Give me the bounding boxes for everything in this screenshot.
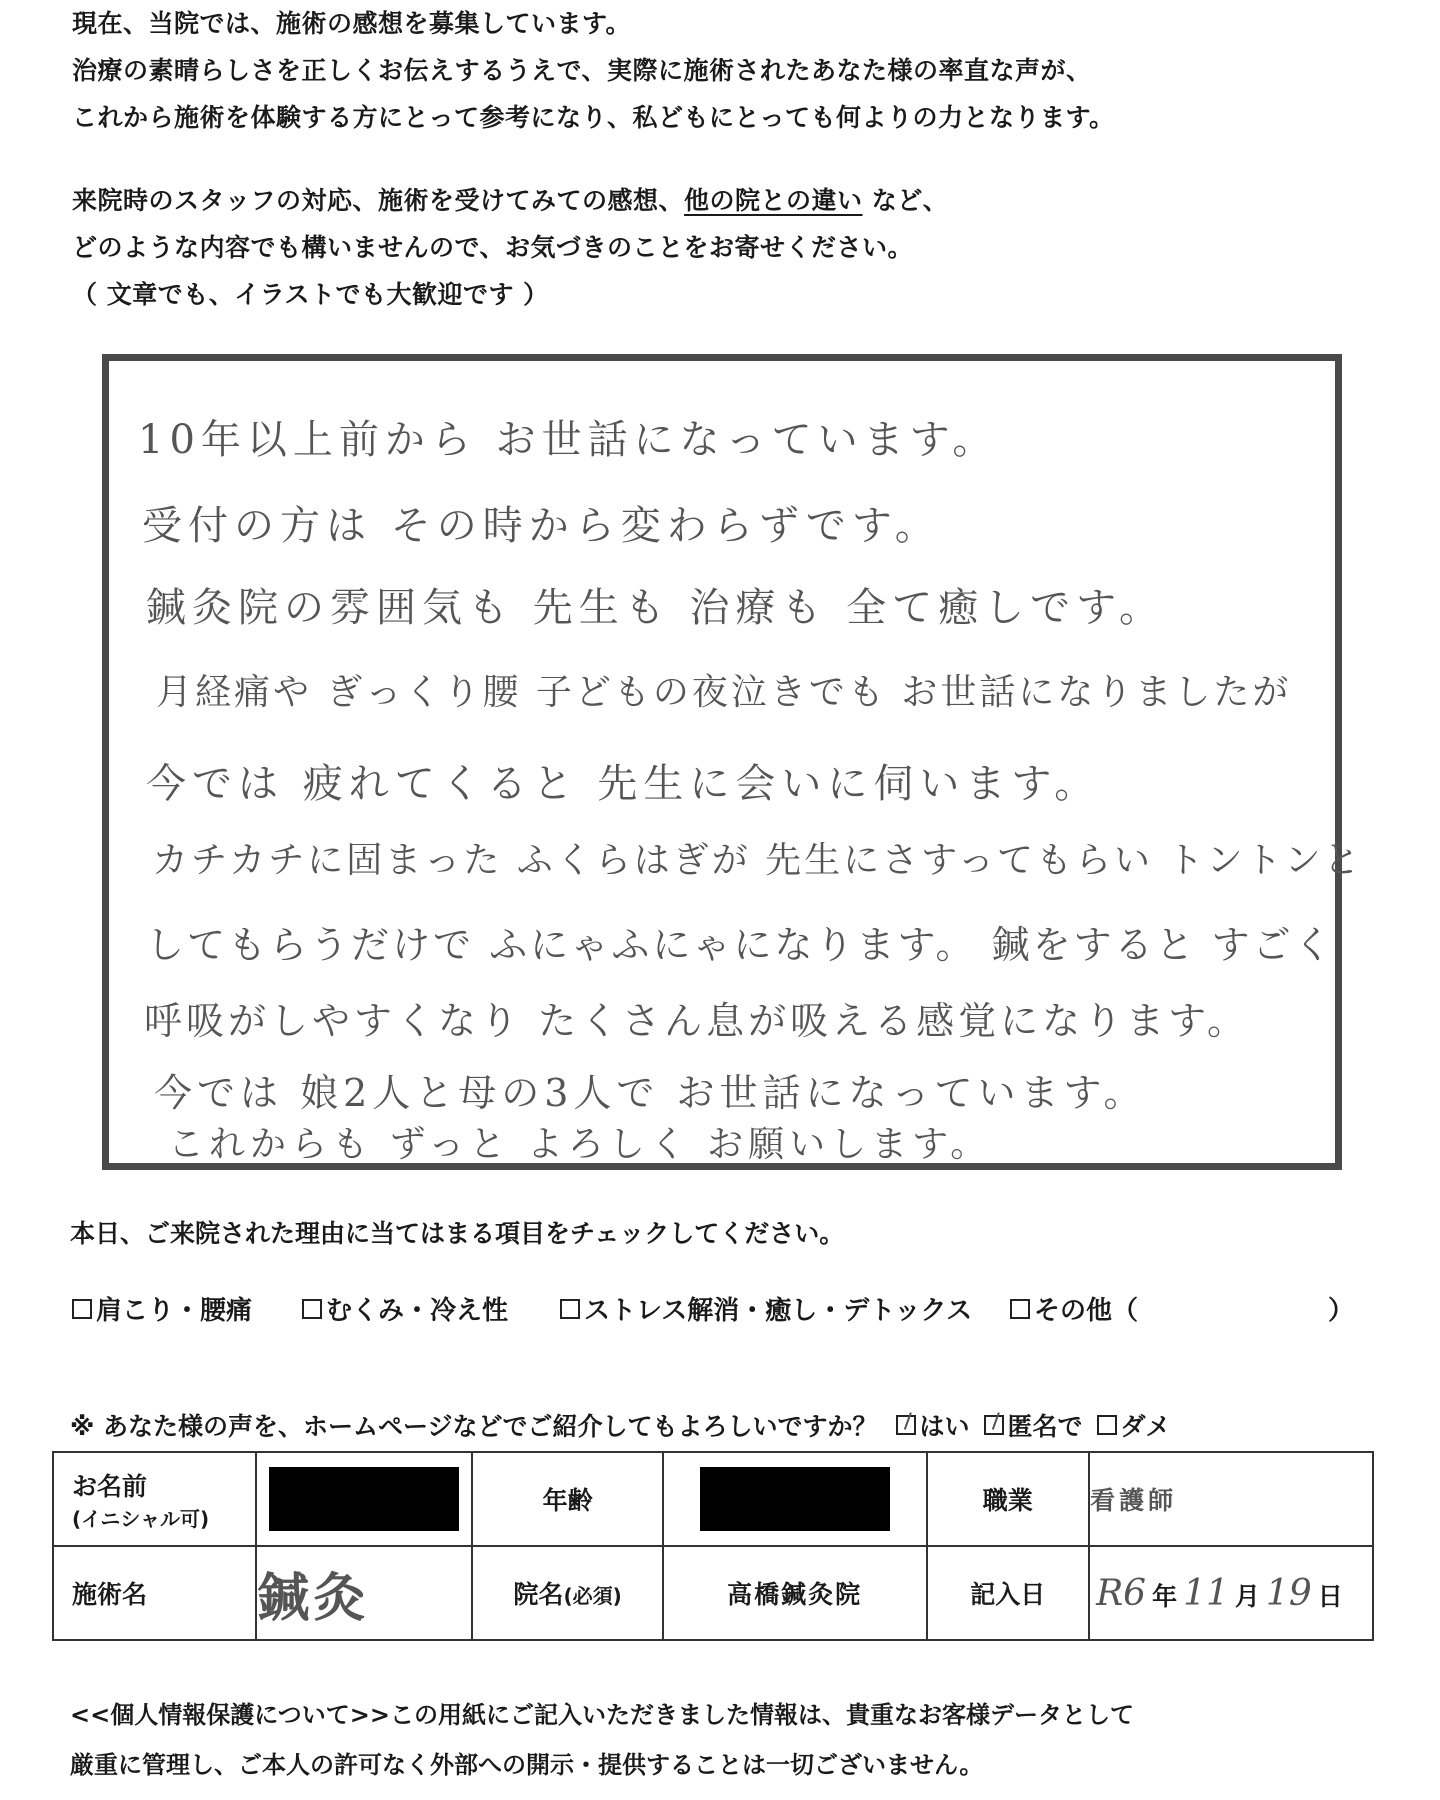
underlined-phrase: 他の院との違い xyxy=(684,186,863,215)
intro-line-part: など、 xyxy=(862,186,949,215)
intro-line-part: 来院時のスタッフの対応、施術を受けてみての感想、 xyxy=(72,186,685,215)
checkbox-icon[interactable] xyxy=(72,1299,92,1319)
date-label: 記入日 xyxy=(927,1546,1090,1640)
checkbox-checked-icon[interactable] xyxy=(984,1415,1004,1435)
intro-text xyxy=(72,0,1392,318)
date-month-unit: 月 xyxy=(1234,1581,1260,1611)
privacy-notice xyxy=(70,1690,1134,1790)
consent-option-label: ダメ xyxy=(1120,1412,1171,1441)
age-label: 年齢 xyxy=(472,1452,662,1546)
clinic-required-label: (必須) xyxy=(563,1584,622,1608)
table-row xyxy=(53,1546,1373,1640)
reason-option-shoulder[interactable] xyxy=(72,1290,252,1327)
name-label-cell xyxy=(53,1452,256,1546)
intro-line: 治療の素晴らしさを正しくお伝えするうえで、実際に施術されたあなた様の率直な声が、 xyxy=(72,56,1092,85)
date-day-unit: 日 xyxy=(1317,1581,1343,1611)
name-field[interactable] xyxy=(256,1452,472,1546)
age-field[interactable] xyxy=(663,1452,927,1546)
name-label: お名前 xyxy=(72,1471,148,1501)
reason-option-label: 肩こり・腰痛 xyxy=(96,1296,253,1326)
reason-question: 本日、ご来院された理由に当てはまる項目をチェックしてください。 xyxy=(70,1219,845,1248)
other-close-paren: ） xyxy=(1328,1296,1355,1326)
date-field[interactable] xyxy=(1089,1546,1373,1640)
treatment-field[interactable]: 鍼灸 xyxy=(256,1546,472,1640)
handwritten-line: 今では 疲れてくると 先生に会いに伺います。 xyxy=(146,761,1101,807)
intro-line xyxy=(72,177,1392,224)
date-day: 19 xyxy=(1265,1572,1312,1614)
handwritten-line: 鍼灸院の雰囲気も 先生も 治療も 全て癒しです。 xyxy=(146,585,1165,631)
intro-line: これから施術を体験する方にとって参考になり、私どもにとっても何よりの力となります。 xyxy=(72,103,1115,132)
checkbox-icon[interactable] xyxy=(302,1299,322,1319)
handwritten-line: カチカチに固まった ふくらはぎが 先生にさすってもらい トントンと xyxy=(152,840,1363,881)
clinic-label: 院名 xyxy=(513,1580,564,1609)
privacy-line: 厳重に管理し、ご本人の許可なく外部への開示・提供することは一切ございません。 xyxy=(70,1751,984,1779)
consent-option-label: 匿名で xyxy=(1007,1412,1083,1441)
date-year-unit: 年 xyxy=(1152,1581,1178,1611)
redaction-block xyxy=(269,1467,459,1531)
handwritten-line: 月経痛や ぎっくり腰 子どもの夜泣きでも お世話になりましたが xyxy=(156,672,1292,713)
table-row xyxy=(53,1452,1373,1546)
reason-option-stress[interactable] xyxy=(560,1290,972,1327)
handwritten-line: これからも ずっと よろしく お願いします。 xyxy=(168,1124,992,1165)
handwritten-line: 受付の方は その時から変わらずです。 xyxy=(142,503,941,549)
redaction-block xyxy=(700,1467,890,1531)
reason-option-other[interactable] xyxy=(1010,1290,1138,1327)
privacy-line: <<個人情報保護について>>この用紙にご記入いただきました情報は、貴重なお客様データとして xyxy=(70,1701,1134,1729)
consent-option-no[interactable] xyxy=(1097,1407,1171,1443)
checkbox-icon[interactable] xyxy=(1097,1415,1117,1435)
date-month: 11 xyxy=(1183,1572,1229,1614)
consent-option-yes[interactable] xyxy=(896,1407,970,1443)
date-era: R6 xyxy=(1096,1572,1147,1614)
clinic-label-cell xyxy=(472,1546,662,1640)
treatment-label: 施術名 xyxy=(53,1546,256,1640)
info-table xyxy=(52,1451,1374,1641)
intro-line: 現在、当院では、施術の感想を募集しています。 xyxy=(72,9,632,38)
handwritten-line: 今では 娘2人と母の3人で お世話になっています。 xyxy=(154,1071,1147,1115)
clinic-field[interactable]: 高橋鍼灸院 xyxy=(663,1546,927,1640)
consent-option-anonymous[interactable] xyxy=(984,1407,1083,1443)
reason-option-swelling[interactable] xyxy=(302,1290,508,1327)
consent-row xyxy=(70,1407,1171,1443)
handwritten-line: 呼吸がしやすくなり たくさん息が吸える感覚になります。 xyxy=(144,999,1250,1043)
handwritten-line: してもらうだけで ふにゃふにゃになります。 鍼をすると すごく xyxy=(146,923,1335,967)
job-field[interactable]: 看護師 xyxy=(1089,1452,1373,1546)
reason-option-label: むくみ・冷え性 xyxy=(326,1296,509,1326)
intro-line: どのような内容でも構いませんので、お気づきのことをお寄せください。 xyxy=(72,233,914,262)
reason-option-label: その他（ xyxy=(1034,1296,1139,1326)
name-sub-label: (イニシャル可) xyxy=(72,1506,210,1531)
job-label: 職業 xyxy=(927,1452,1090,1546)
checkbox-checked-icon[interactable] xyxy=(896,1415,916,1435)
handwritten-line: 10年以上前から お世話になっています。 xyxy=(138,417,999,463)
checkbox-icon[interactable] xyxy=(1010,1299,1030,1319)
consent-option-label: はい xyxy=(919,1412,970,1441)
intro-line: （ 文章でも、イラストでも大歓迎です ） xyxy=(72,280,549,309)
reason-option-label: ストレス解消・癒し・デトックス xyxy=(584,1296,973,1326)
consent-question: ※ あなた様の声を、ホームページなどでご紹介してもよろしいですか？ xyxy=(70,1412,878,1441)
checkbox-icon[interactable] xyxy=(560,1299,580,1319)
